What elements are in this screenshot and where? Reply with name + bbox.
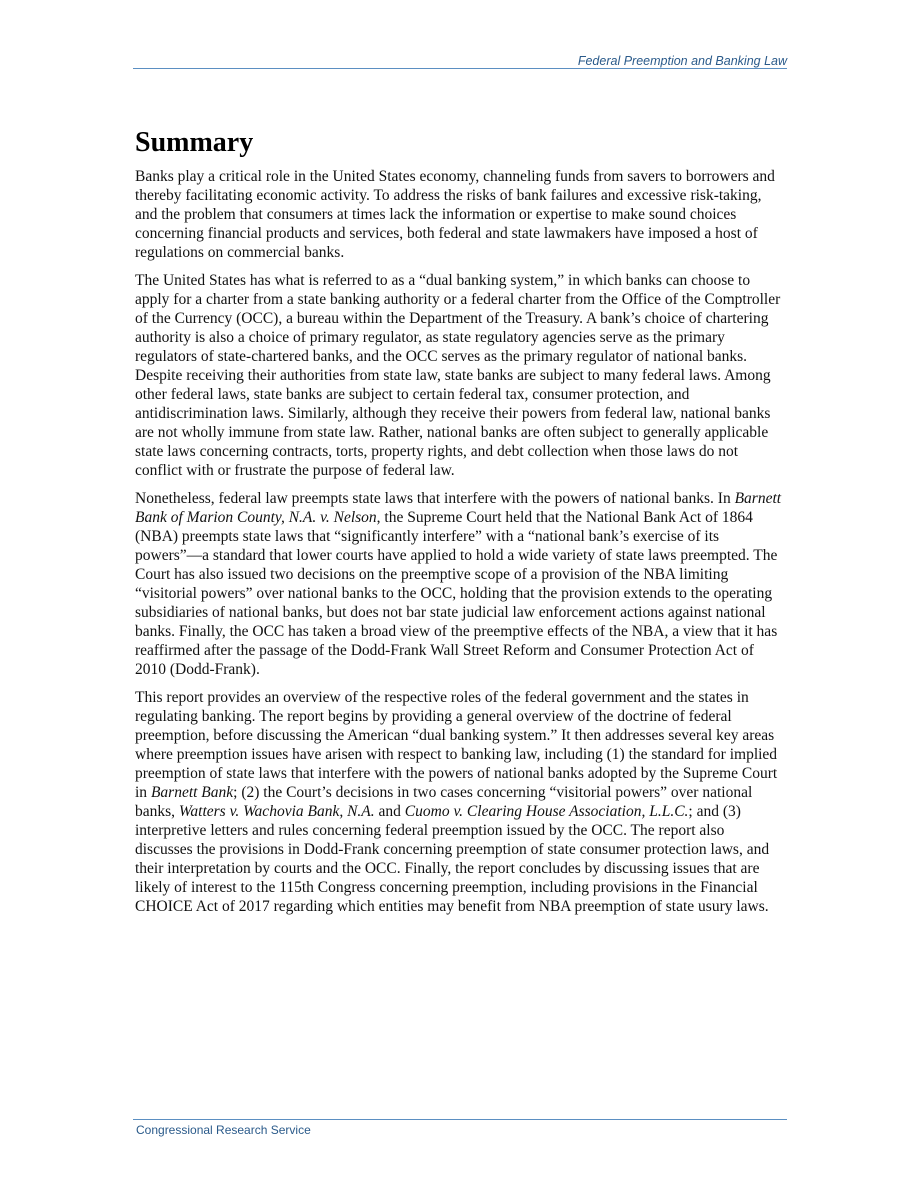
section-heading: Summary [135, 127, 254, 158]
paragraph-3 [135, 489, 785, 679]
running-header: Federal Preemption and Banking Law [577, 54, 787, 68]
case-citation: Cuomo v. Clearing House Association, L.L.C. [404, 803, 689, 820]
paragraph-2: The United States has what is referred to as a “dual banking system,” in which banks can choose to apply for a charter from a state banking authority or a federal charter from the Office of the Comptroller of the Currency (OCC), a bureau within the Department of the Treasury. A bank’s choice of chartering authority is also a choice of primary regulator, as state regulatory agencies serve as the primary regulators of state-chartered banks, and the OCC serves as the primary regulator of national banks. Despite receiving their authorities from state law, state banks are subject to many federal laws. Among other federal laws, state banks are subject to certain federal tax, consumer protection, and antidiscrimination laws. Similarly, although they receive their powers from federal law, national banks are not wholly immune from state law. Rather, national banks are often subject to generally applicable state laws concerning contracts, torts, property rights, and debt collection when those laws do not conflict with or frustrate the purpose of federal law. [135, 272, 781, 479]
paragraph-1: Banks play a critical role in the United States economy, channeling funds from savers to borrowers and thereby facilitating economic activity. To address the risks of bank failures and excessive risk-taking, and the problem that consumers at times lack the information or expertise to make sound choices concerning financial products and services, both federal and state lawmakers have imposed a host of regulations on commercial banks. [135, 168, 775, 261]
text-run: ; and (3) interpretive letters and rules concerning federal preemption issued by the OCC. The report also discusses the provisions in Dodd-Frank concerning preemption of state consumer protection laws, and their interpretation by courts and the OCC. Finally, the report concludes by discussing issues that are likely of interest to the 115th Congress concerning preemption, including provisions in the Financial CHOICE Act of 2017 regarding which entities may benefit from NBA preemption of state usury laws. [135, 803, 770, 915]
footer-publisher: Congressional Research Service [136, 1123, 311, 1137]
summary-section [135, 125, 785, 925]
header-rule [133, 68, 787, 69]
text-run: , the Supreme Court held that the National Bank Act of 1864 (NBA) preempts state laws that “significantly interfere” with a “national bank’s exercise of its powers”—a standard that lower courts have applied to hold a wide variety of state laws preempted. The Court has also issued two decisions on the preemptive scope of a provision of the NBA limiting “visitorial powers” over national banks to the OCC, holding that the provision extends to the operating subsidiaries of national banks, but does not bar state judicial law enforcement actions against national banks. Finally, the OCC has taken a broad view of the preemptive effects of the NBA, a view that it has reaffirmed after the passage of the Dodd-Frank Wall Street Reform and Consumer Protection Act of 2010 (Dodd-Frank). [135, 509, 778, 678]
text-run: and [374, 803, 405, 820]
case-citation: Barnett Bank of Marion County, N.A. v. Nelson [135, 490, 782, 526]
text-run: ; (2) the Court’s decisions in two cases concerning “visitorial powers” over national banks, [135, 784, 753, 820]
text-run: This report provides an overview of the respective roles of the federal government and the states in regulating banking. The report begins by providing a general overview of the doctrine of federal preemption, before discussing the American “dual banking system.” It then addresses several key areas where preemption issues have arisen with respect to banking law, including (1) the standard for implied preemption of state laws that interfere with the powers of national banks adopted by the Supreme Court in [135, 689, 778, 801]
paragraph-4 [135, 688, 785, 916]
case-citation: Watters v. Wachovia Bank, N.A. [178, 803, 375, 820]
footer-rule [133, 1119, 787, 1120]
case-citation: Barnett Bank [150, 784, 234, 801]
text-run: Nonetheless, federal law preempts state laws that interfere with the powers of national banks. In [135, 490, 735, 507]
